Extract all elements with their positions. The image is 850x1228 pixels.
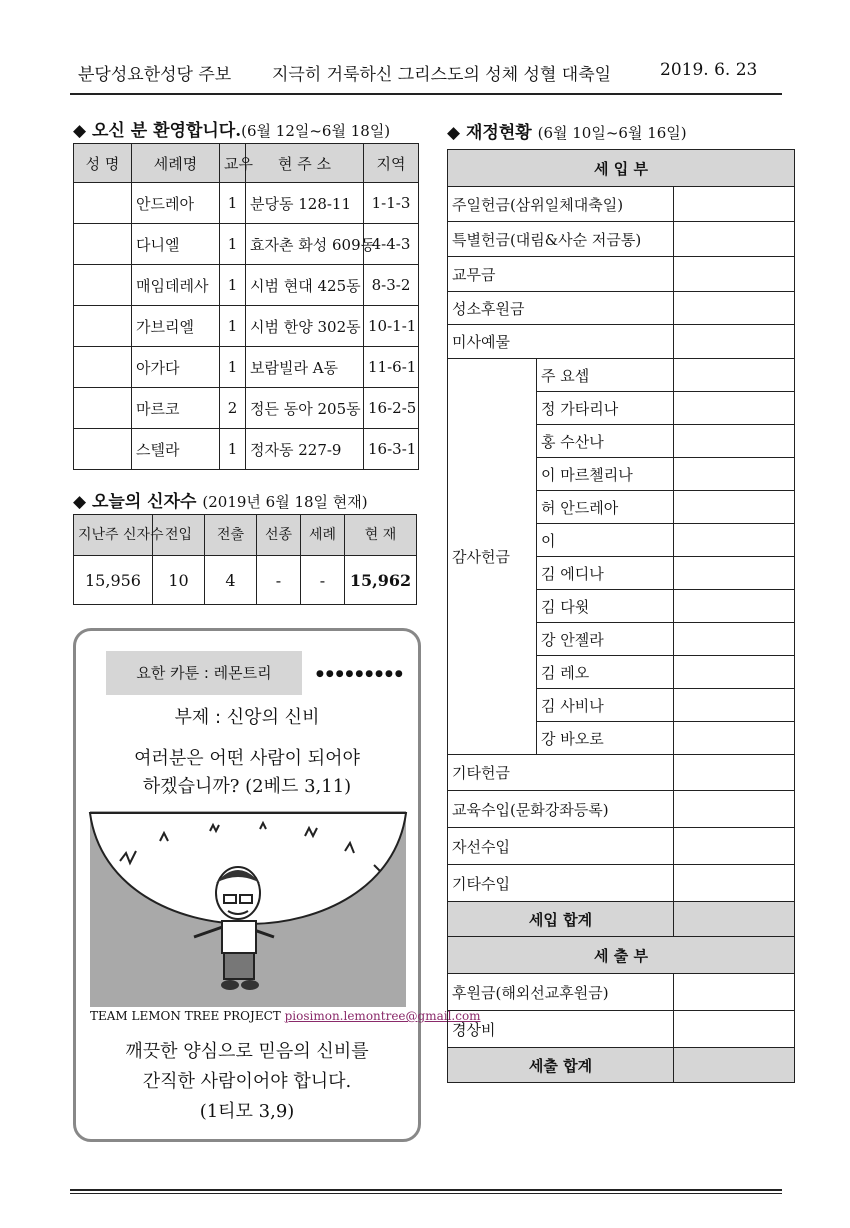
- welcome-cell: 1: [220, 224, 246, 265]
- table-row: [74, 347, 419, 388]
- expense-total-row-label: 세출 합계: [448, 1048, 674, 1083]
- thanks-name: 김 에디나: [537, 557, 674, 590]
- income-total-row-label: 세입 합계: [448, 902, 674, 937]
- table-row: [448, 1011, 795, 1048]
- finance-amount-cell: [674, 458, 795, 491]
- believers-col-header: 전출: [205, 515, 257, 556]
- finance-amount-cell: [674, 1011, 795, 1048]
- welcome-cell: 16-2-5: [364, 388, 419, 429]
- credit-email-link[interactable]: piosimon.lemontree@gmail.com: [284, 1009, 481, 1023]
- welcome-cell: 1: [220, 347, 246, 388]
- finance-title: ◆ 재정현황: [447, 123, 532, 143]
- bulletin-date: 2019. 6. 23: [660, 60, 758, 80]
- welcome-cell: 11-6-1: [364, 347, 419, 388]
- finance-amount-cell: [674, 974, 795, 1011]
- closing-line2: 간직한 사람이어야 합니다.: [142, 1071, 352, 1092]
- finance-item-label: 특별헌금(대림&사순 저금통): [448, 222, 674, 257]
- finance-item-label: 성소후원금: [448, 292, 674, 325]
- welcome-table: [73, 143, 419, 470]
- income-total-row: [448, 902, 795, 937]
- welcome-cell: 분당동 128-11: [246, 183, 364, 224]
- welcome-cell: 매임데레사: [132, 265, 220, 306]
- table-row: [448, 187, 795, 222]
- cartoon-illustration: [90, 811, 406, 1007]
- welcome-cell: 4-4-3: [364, 224, 419, 265]
- welcome-cell: [74, 306, 132, 347]
- finance-amount-cell: [674, 187, 795, 222]
- table-row: [74, 265, 419, 306]
- finance-item-label: 교육수입(문화강좌등록): [448, 791, 674, 828]
- table-row: [448, 222, 795, 257]
- income-header-row: [448, 150, 795, 187]
- table-row: [74, 224, 419, 265]
- welcome-cell: 1: [220, 183, 246, 224]
- believers-value: 4: [205, 556, 257, 605]
- finance-amount-cell: [674, 222, 795, 257]
- finance-item-label: 기타수입: [448, 865, 674, 902]
- finance-amount-cell: [674, 524, 795, 557]
- welcome-cell: 1: [220, 429, 246, 470]
- finance-amount-cell: [674, 359, 795, 392]
- table-row: [448, 791, 795, 828]
- believers-value-row: [74, 556, 417, 605]
- welcome-col-header: 세례명: [132, 144, 220, 183]
- believers-value: -: [301, 556, 345, 605]
- welcome-section-title: [73, 116, 390, 141]
- finance-amount-cell: [674, 292, 795, 325]
- thanks-name: 김 사비나: [537, 689, 674, 722]
- finance-amount-cell: [674, 392, 795, 425]
- welcome-cell: [74, 183, 132, 224]
- finance-item-label: 자선수입: [448, 828, 674, 865]
- thanks-name: 주 요셉: [537, 359, 674, 392]
- believers-as-of: (2019년 6월 18일 현재): [202, 493, 368, 511]
- finance-amount-cell: [674, 791, 795, 828]
- expense-header-row: [448, 937, 795, 974]
- welcome-cell: 8-3-2: [364, 265, 419, 306]
- welcome-cell: 효자촌 화성 609동: [246, 224, 364, 265]
- cartoon-quote-line2: 하겠습니까? (2베드 3,11): [142, 776, 352, 797]
- believers-value: 15,956: [74, 556, 153, 605]
- believers-title: ◆ 오늘의 신자수: [73, 492, 197, 512]
- welcome-cell: [74, 224, 132, 265]
- finance-amount-cell: [674, 257, 795, 292]
- cartoon-dots: ●●●●●●●●●: [316, 669, 405, 679]
- footer-divider-thick: [70, 1189, 782, 1191]
- finance-item-label: 미사예물: [448, 325, 674, 359]
- welcome-cell: 1-1-3: [364, 183, 419, 224]
- finance-amount-cell: [674, 828, 795, 865]
- thanks-name: 허 안드레아: [537, 491, 674, 524]
- finance-amount-cell: [674, 425, 795, 458]
- finance-item-label: 교무금: [448, 257, 674, 292]
- expense-total-row: [448, 1048, 795, 1083]
- cartoon-quote-line1: 여러분은 어떤 사람이 되어야: [134, 748, 360, 769]
- feast-name: 지극히 거룩하신 그리스도의 성체 성혈 대축일: [272, 65, 612, 85]
- table-row: [74, 183, 419, 224]
- cartoon-credit: [90, 1009, 481, 1023]
- finance-item-label: 기타헌금: [448, 755, 674, 791]
- welcome-cell: [74, 265, 132, 306]
- table-row: [74, 306, 419, 347]
- table-row: [74, 388, 419, 429]
- welcome-cell: [74, 388, 132, 429]
- cartoon-label: 요한 카툰 : 레몬트리: [106, 651, 302, 695]
- finance-amount-cell: [674, 557, 795, 590]
- thanks-name: 홍 수산나: [537, 425, 674, 458]
- credit-team: TEAM LEMON TREE PROJECT: [90, 1009, 281, 1023]
- welcome-cell: 정자동 227-9: [246, 429, 364, 470]
- finance-amount-cell: [674, 689, 795, 722]
- finance-amount-cell: [674, 1048, 795, 1083]
- expense-header-row-cell: 세 출 부: [448, 937, 795, 974]
- cartoon-subtitle: 부제 : 신앙의 신비: [174, 707, 320, 728]
- thanks-name: 이: [537, 524, 674, 557]
- parish-name: 분당성요한성당 주보: [78, 65, 232, 85]
- believers-value: 15,962: [345, 556, 417, 605]
- finance-amount-cell: [674, 755, 795, 791]
- header-divider: [70, 93, 782, 95]
- welcome-cell: [74, 347, 132, 388]
- thanks-name: 강 안젤라: [537, 623, 674, 656]
- welcome-cell: [74, 429, 132, 470]
- welcome-cell: 정든 동아 205동: [246, 388, 364, 429]
- welcome-cell: 아가다: [132, 347, 220, 388]
- finance-section-title: [447, 118, 687, 143]
- welcome-col-header: 교우: [220, 144, 246, 183]
- finance-amount-cell: [674, 491, 795, 524]
- believers-col-header: 지난주 신자수: [74, 515, 153, 556]
- welcome-period: (6월 12일~6월 18일): [241, 122, 391, 140]
- finance-amount-cell: [674, 865, 795, 902]
- believers-col-header: 선종: [257, 515, 301, 556]
- thanks-name: 이 마르첼리나: [537, 458, 674, 491]
- cartoon-closing: [76, 1037, 418, 1127]
- welcome-cell: 시범 현대 425동: [246, 265, 364, 306]
- footer-divider-thin: [70, 1193, 782, 1194]
- believers-table: [73, 514, 417, 605]
- finance-item-label: 후원금(해외선교후원금): [448, 974, 674, 1011]
- believers-col-header: 세례: [301, 515, 345, 556]
- welcome-cell: 가브리엘: [132, 306, 220, 347]
- thanks-name: 김 다윗: [537, 590, 674, 623]
- welcome-cell: 시범 한양 302동: [246, 306, 364, 347]
- table-row: [448, 865, 795, 902]
- finance-amount-cell: [674, 590, 795, 623]
- income-header-row-cell: 세 입 부: [448, 150, 795, 187]
- welcome-header-row: [74, 144, 419, 183]
- thanks-label: 감사헌금: [448, 359, 537, 755]
- believers-col-header: 현 재: [345, 515, 417, 556]
- closing-line3: (1티모 3,9): [199, 1101, 295, 1122]
- welcome-cell: 1: [220, 265, 246, 306]
- welcome-col-header: 현 주 소: [246, 144, 364, 183]
- welcome-col-header: 지역: [364, 144, 419, 183]
- table-row: [448, 292, 795, 325]
- welcome-cell: 16-3-1: [364, 429, 419, 470]
- welcome-cell: 2: [220, 388, 246, 429]
- table-row: [448, 257, 795, 292]
- finance-item-label: 경상비: [448, 1011, 674, 1048]
- thanks-name: 강 바오로: [537, 722, 674, 755]
- welcome-cell: 마르코: [132, 388, 220, 429]
- believers-value: 10: [153, 556, 205, 605]
- finance-amount-cell: [674, 722, 795, 755]
- cartoon-quote: [76, 745, 418, 801]
- welcome-col-header: 성 명: [74, 144, 132, 183]
- welcome-title: ◆ 오신 분 환영합니다.: [73, 121, 242, 141]
- finance-amount-cell: [674, 656, 795, 689]
- welcome-cell: 10-1-1: [364, 306, 419, 347]
- closing-line1: 깨끗한 양심으로 믿음의 신비를: [125, 1041, 369, 1062]
- finance-item-label: 주일헌금(삼위일체대축일): [448, 187, 674, 222]
- table-row: [74, 429, 419, 470]
- thanks-name: 김 레오: [537, 656, 674, 689]
- table-row: [448, 828, 795, 865]
- bulletin-header: [70, 56, 782, 92]
- finance-amount-cell: [674, 325, 795, 359]
- table-row: [448, 325, 795, 359]
- welcome-cell: 스텔라: [132, 429, 220, 470]
- finance-amount-cell: [674, 623, 795, 656]
- believers-section-title: [73, 487, 368, 512]
- table-row: [448, 974, 795, 1011]
- thanks-name: 정 가타리나: [537, 392, 674, 425]
- welcome-cell: 다니엘: [132, 224, 220, 265]
- believers-col-header: 전입: [153, 515, 205, 556]
- believers-header-row: [74, 515, 417, 556]
- table-row: [448, 359, 795, 392]
- table-row: [448, 755, 795, 791]
- finance-table: [447, 149, 795, 1083]
- finance-amount-cell: [674, 902, 795, 937]
- welcome-cell: 보람빌라 A동: [246, 347, 364, 388]
- welcome-cell: 1: [220, 306, 246, 347]
- welcome-cell: 안드레아: [132, 183, 220, 224]
- finance-period: (6월 10일~6월 16일): [537, 124, 687, 142]
- believers-value: -: [257, 556, 301, 605]
